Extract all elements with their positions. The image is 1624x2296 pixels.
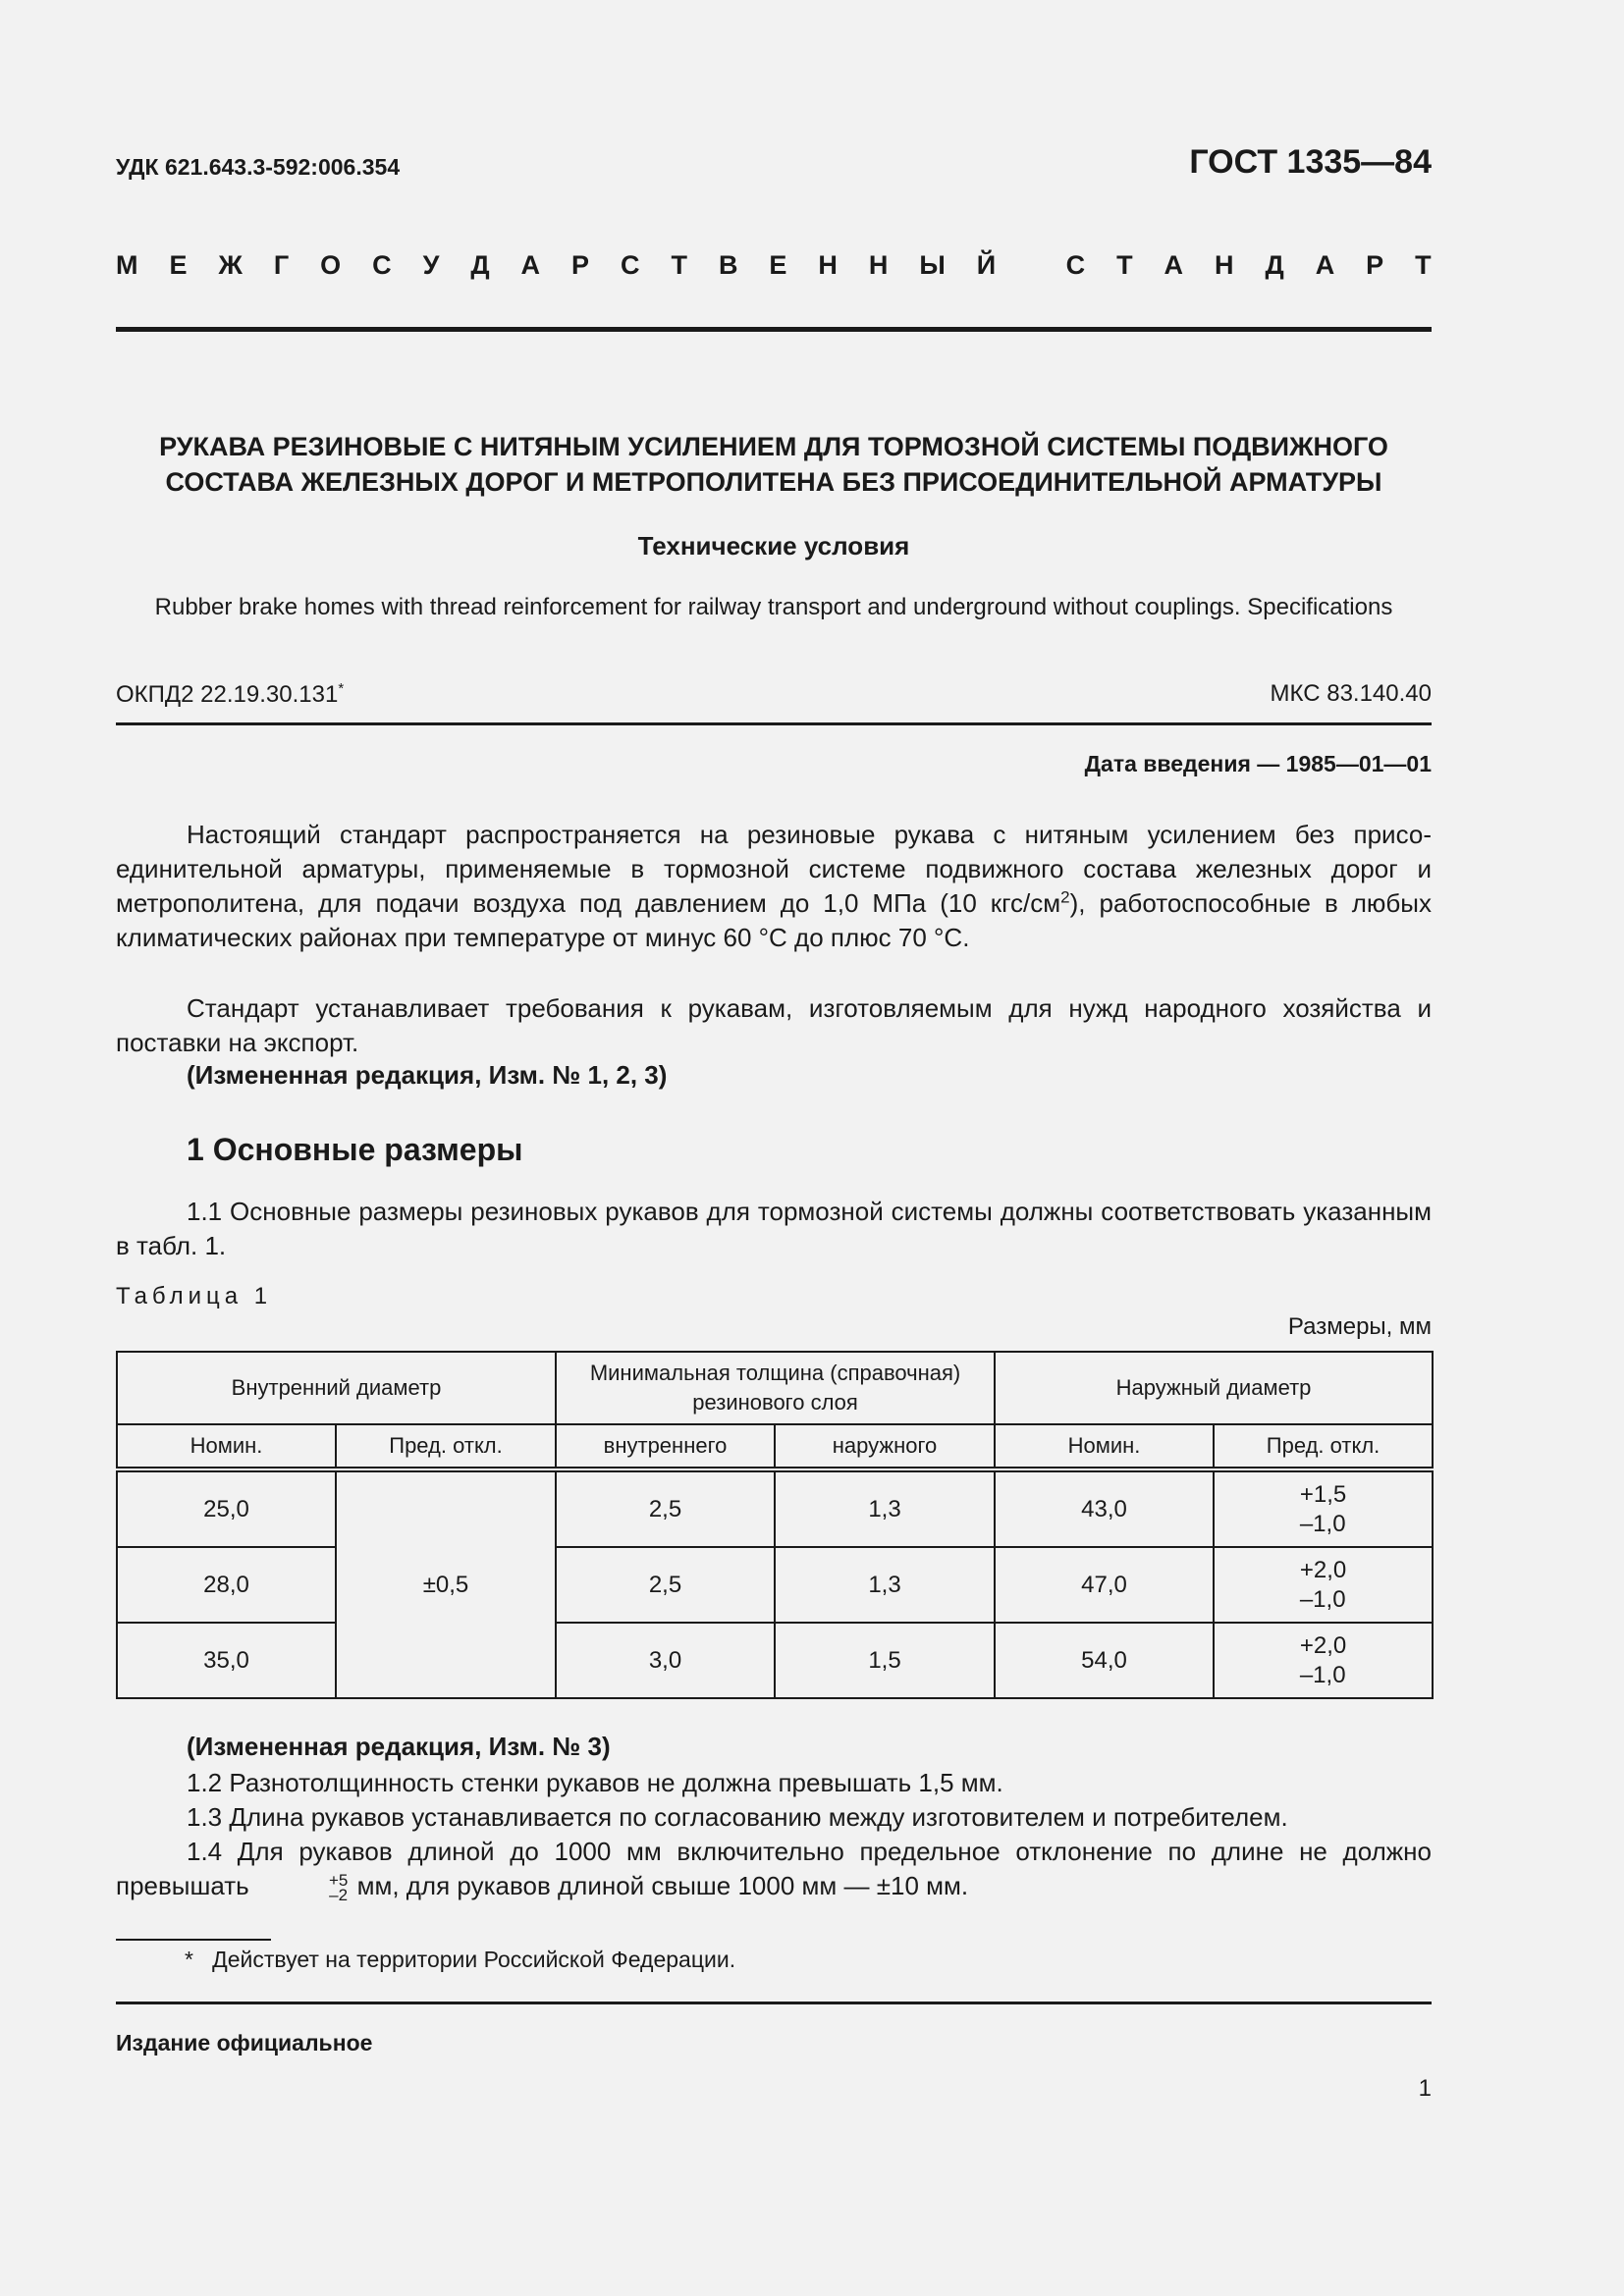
cell-layer-outer: 1,3 (775, 1469, 995, 1547)
banner-letter: Н (818, 250, 838, 280)
banner-letter: Н (868, 250, 889, 280)
banner-letter: С (1065, 250, 1086, 280)
cell-outer-nominal: 47,0 (995, 1547, 1214, 1623)
amendment-note-3: (Измененная редакция, Изм. № 3) (187, 1732, 611, 1761)
page-number: 1 (1418, 2075, 1432, 2102)
banner-letter: Р (571, 250, 590, 280)
banner-letter: А (520, 250, 541, 280)
banner-letter: Р (1366, 250, 1384, 280)
length-tolerance-minus: –2 (329, 1886, 349, 1905)
banner-letter: С (372, 250, 392, 280)
banner-letter: Г (273, 250, 290, 280)
banner-letter: Й (976, 250, 997, 280)
banner-letter: В (718, 250, 738, 280)
cell-inner-tolerance: ±0,5 (336, 1469, 556, 1698)
footnote-rule (116, 1939, 271, 1941)
banner-letter: У (422, 250, 440, 280)
subheader-inner-tolerance: Пред. откл. (336, 1424, 556, 1469)
subheader-layer-inner: внутреннего (556, 1424, 775, 1469)
table-sub-header-row (117, 1424, 1433, 1469)
header-min-thickness (556, 1352, 995, 1424)
table-caption: Таблица 1 (116, 1283, 273, 1309)
banner-letter: А (1315, 250, 1335, 280)
mks-code: МКС 83.140.40 (1270, 680, 1432, 707)
document-title (116, 429, 1432, 500)
intro-p1-text-b: ), работоспособные в любых климатических районах при температуре от минус 60 °С до плюс 70 °С. (116, 888, 1432, 952)
p1-4-text-a: 1.4 Для рукавов длиной до 1000 мм включительно предельное отклонение по длине не должно превышать (116, 1837, 1432, 1900)
header-min-thickness-text: Минимальная толщина (справочная) резинового слоя (589, 1361, 961, 1415)
cell-layer-outer: 1,5 (775, 1623, 995, 1698)
table-row (117, 1469, 1433, 1547)
okpd-code (116, 680, 344, 709)
cell-inner-nominal: 35,0 (117, 1623, 336, 1698)
document-subtitle: Технические условия (637, 531, 910, 561)
cell-layer-outer: 1,3 (775, 1547, 995, 1623)
table-row (117, 1623, 1433, 1698)
subheader-outer-nominal: Номин. (995, 1424, 1214, 1469)
intro-p1-superscript: 2 (1060, 887, 1070, 907)
footnote-text: Действует на территории Российской Федерации. (212, 1947, 736, 1972)
banner-letter: Д (1265, 250, 1284, 280)
banner-word-gap (1027, 250, 1035, 281)
banner-letter: Ж (218, 250, 243, 280)
tolerance-minus: –1,0 (1299, 1510, 1346, 1537)
okpd-value: ОКПД2 22.19.30.131 (116, 681, 339, 708)
banner-letter: А (1164, 250, 1184, 280)
banner-letter: Т (671, 250, 687, 280)
paragraph-1-1: 1.1 Основные размеры резиновых рукавов для тормозной системы должны соответствовать указанным в табл. 1. (116, 1197, 1432, 1260)
table-row (117, 1547, 1433, 1623)
english-title: Rubber brake homes with thread reinforcement for railway transport and underground without couplings. Specifications (154, 594, 1393, 620)
section-1-heading: 1 Основные размеры (187, 1132, 523, 1167)
subheader-inner-nominal: Номин. (117, 1424, 336, 1469)
tolerance-minus: –1,0 (1299, 1585, 1346, 1613)
banner-letter: Т (1116, 250, 1133, 280)
dimensions-table (116, 1351, 1434, 1699)
footnote (185, 1947, 735, 1973)
footnote-mark: * (185, 1947, 193, 1972)
cell-layer-inner: 3,0 (556, 1623, 775, 1698)
paragraph-1-2: 1.2 Разнотолщинность стенки рукавов не должна превышать 1,5 мм. (187, 1768, 1003, 1797)
cell-inner-nominal: 28,0 (117, 1547, 336, 1623)
banner-letter: М (116, 250, 138, 280)
cell-outer-tolerance (1214, 1547, 1433, 1623)
banner-letter: Е (169, 250, 188, 280)
cell-inner-nominal: 25,0 (117, 1469, 336, 1547)
banner-letter: Н (1215, 250, 1234, 280)
document-page (116, 0, 1432, 2296)
cell-layer-inner: 2,5 (556, 1469, 775, 1547)
okpd-footnote-mark: * (338, 680, 345, 697)
tolerance-plus: +1,5 (1299, 1480, 1347, 1508)
cell-layer-inner: 2,5 (556, 1547, 775, 1623)
banner-letter: Е (769, 250, 787, 280)
title-line-1: РУКАВА РЕЗИНОВЫЕ С НИТЯНЫМ УСИЛЕНИЕМ ДЛЯ ТОРМОЗНОЙ СИСТЕМЫ ПОДВИЖНОГО (159, 432, 1388, 461)
cell-outer-tolerance (1214, 1623, 1433, 1698)
length-tolerance-plus: +5 (328, 1871, 349, 1891)
paragraph-1-3: 1.3 Длина рукавов устанавливается по согласованию между изготовителем и потребителем. (187, 1802, 1288, 1832)
table-group-header-row (117, 1352, 1433, 1424)
codes-rule (116, 722, 1432, 725)
subheader-outer-tolerance: Пред. откл. (1214, 1424, 1433, 1469)
p1-4-text-b: мм, для рукавов длиной свыше 1000 мм — ±10 мм. (356, 1871, 969, 1900)
introduction-date: Дата введения — 1985—01—01 (1084, 751, 1432, 776)
official-edition: Издание официальное (116, 2030, 373, 2056)
banner-letter: С (621, 250, 640, 280)
intro-p1-text-a: Настоящий стандарт распространяется на резиновые рукава с нитяным усилением без присоединительной арматуры, применяемые в тормозной системе подвижного состава железных дорог и метрополитена, для подачи воздуха под давлением до 1,0 МПа (10 кгс/см (116, 820, 1432, 918)
cell-outer-nominal: 43,0 (995, 1469, 1214, 1547)
footer-rule (116, 2002, 1432, 2004)
subheader-layer-outer: наружного (775, 1424, 995, 1469)
title-line-2: СОСТАВА ЖЕЛЕЗНЫХ ДОРОГ И МЕТРОПОЛИТЕНА БЕЗ ПРИСОЕДИНИТЕЛЬНОЙ АРМАТУРЫ (165, 467, 1382, 497)
tolerance-minus: –1,0 (1299, 1661, 1346, 1688)
paragraph-1-4 (116, 1835, 1432, 1903)
table-units: Размеры, мм (1287, 1313, 1432, 1340)
tolerance-plus: +2,0 (1299, 1556, 1347, 1583)
intro-paragraph-1 (116, 818, 1432, 955)
gost-number: ГОСТ 1335—84 (1189, 143, 1432, 181)
header-rule (116, 327, 1432, 332)
cell-outer-nominal: 54,0 (995, 1623, 1214, 1698)
udk-code: УДК 621.643.3-592:006.354 (116, 154, 401, 180)
banner-letter: Т (1415, 250, 1432, 280)
interstate-standard-banner (116, 250, 1432, 281)
tolerance-plus: +2,0 (1299, 1631, 1347, 1659)
banner-letter: Ы (919, 250, 946, 280)
length-tolerance-fraction (258, 1871, 349, 1905)
header-outer-diameter: Наружный диаметр (995, 1352, 1433, 1424)
amendment-note-1: (Измененная редакция, Изм. № 1, 2, 3) (187, 1060, 668, 1090)
banner-letter: О (320, 250, 342, 280)
banner-letter: Д (470, 250, 490, 280)
header-inner-diameter: Внутренний диаметр (117, 1352, 556, 1424)
intro-paragraph-2: Стандарт устанавливает требования к рукавам, изготовляемым для нужд народного хозяйства и поставки на экспорт. (116, 993, 1432, 1057)
cell-outer-tolerance (1214, 1469, 1433, 1547)
